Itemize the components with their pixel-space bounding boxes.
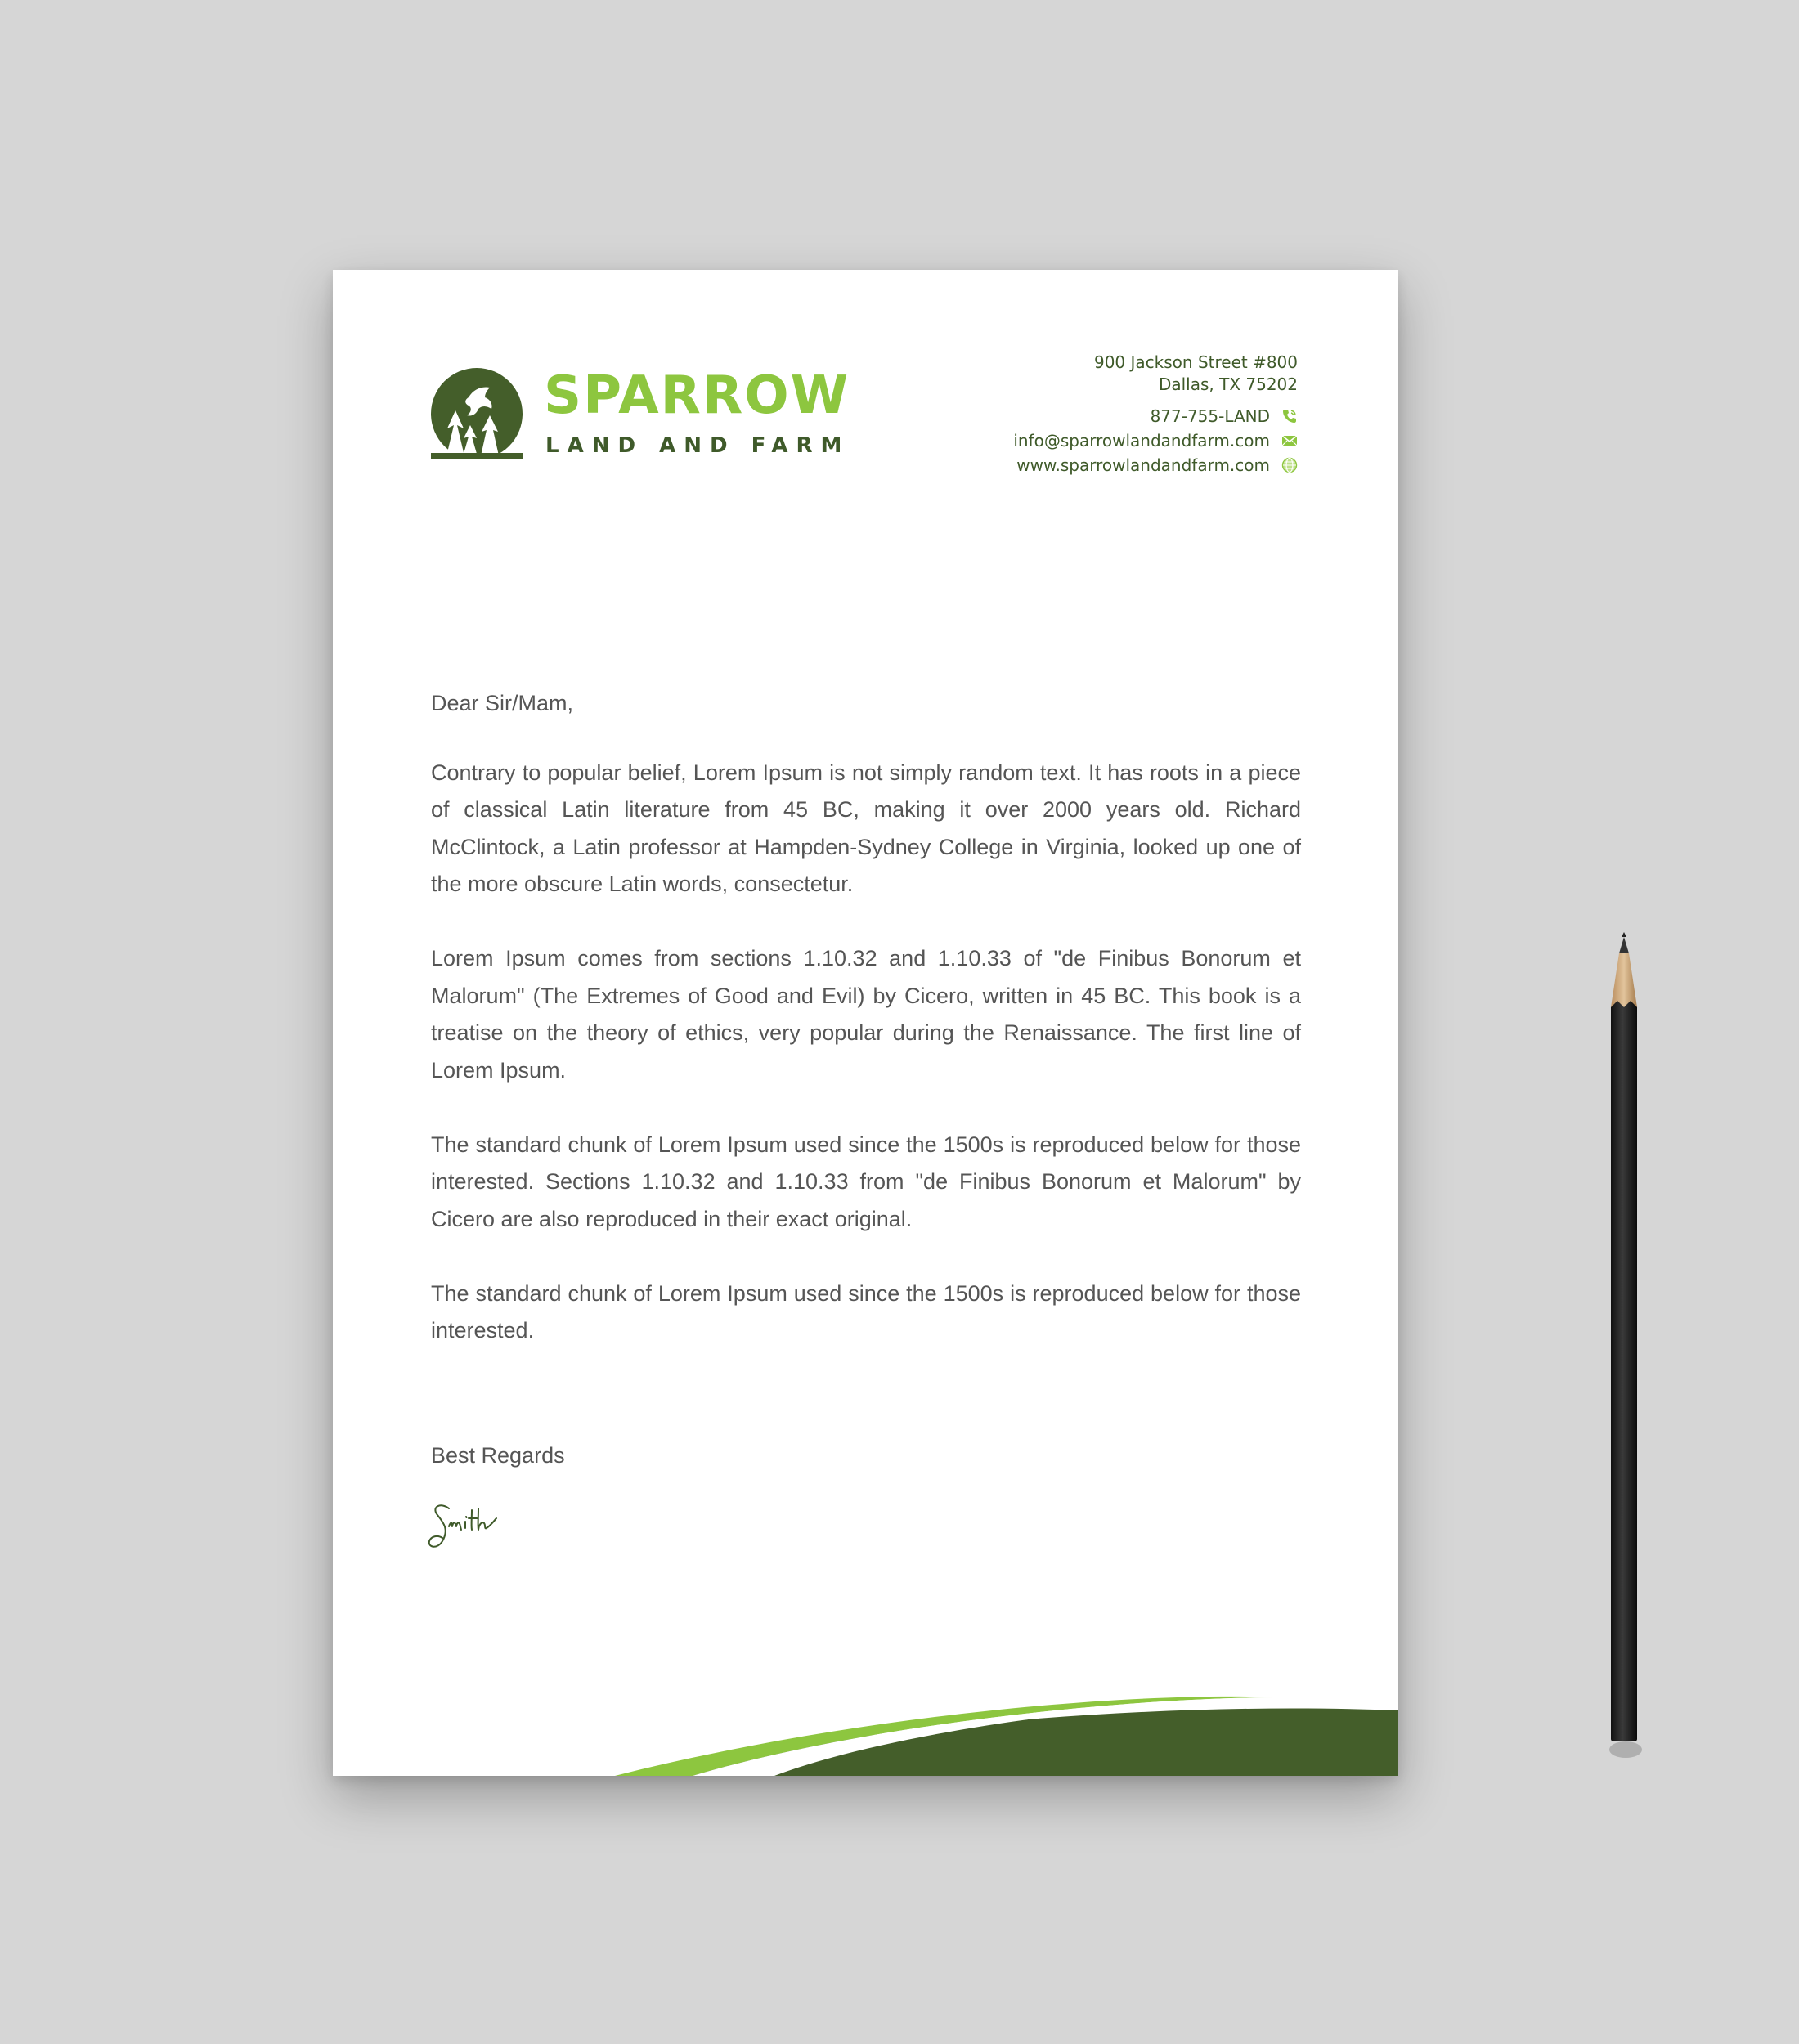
email-address[interactable]: info@sparrowlandandfarm.com: [1013, 431, 1270, 450]
globe-icon: [1281, 457, 1298, 473]
handwritten-signature: [424, 1494, 523, 1559]
salutation: Dear Sir/Mam,: [431, 691, 574, 715]
website-url[interactable]: www.sparrowlandandfarm.com: [1016, 455, 1270, 475]
closing: Best Regards: [431, 1443, 565, 1468]
paragraph-2: Lorem Ipsum comes from sections 1.10.32 and 1.10.33 of "de Finibus Bonorum et Malorum" (The Extremes of Good and Evil) by Cicero, written in 45 BC. This book is a treatise on the theory of ethics, very popular during the Renaissance. The first line of Lorem Ipsum.: [431, 946, 1301, 1083]
phone-icon: [1281, 408, 1298, 424]
paragraph-1: Contrary to popular belief, Lorem Ipsum is not simply random text. It has roots in a piece of classical Latin literature from 45 BC, making it over 2000 years old. Richard McClintock, a Latin professor at Hampden-Sydney College in Virginia, looked up one of the more obscure Latin words, consectetur.: [431, 760, 1301, 896]
contact-block: [1013, 352, 1298, 477]
letter-body: [431, 685, 1301, 1387]
email-row: [1013, 428, 1298, 453]
website-row: [1013, 453, 1298, 477]
sparrow-tree-logo-icon: [431, 368, 523, 459]
phone-number: 877-755-LAND: [1150, 406, 1270, 426]
company-logo: [431, 365, 922, 474]
address-line-1: 900 Jackson Street #800: [1093, 352, 1298, 372]
company-name: SPARROW: [544, 365, 850, 426]
footer-swoosh-decoration: [333, 1694, 1398, 1776]
letterhead-page: [333, 270, 1398, 1776]
phone-row: [1013, 404, 1298, 428]
paragraph-3: The standard chunk of Lorem Ipsum used since the 1500s is reproduced below for those interested. Sections 1.10.32 and 1.10.33 from "de Finibus Bonorum et Malorum" by Cicero are also reproduced in their exact original.: [431, 1132, 1301, 1231]
pencil-decoration: [1601, 932, 1647, 1782]
envelope-icon: [1281, 433, 1298, 449]
company-tagline: LAND AND FARM: [545, 433, 850, 458]
address-line-2: Dallas, TX 75202: [1158, 374, 1298, 394]
paragraph-4: The standard chunk of Lorem Ipsum used since the 1500s is reproduced below for those interested.: [431, 1280, 1301, 1342]
